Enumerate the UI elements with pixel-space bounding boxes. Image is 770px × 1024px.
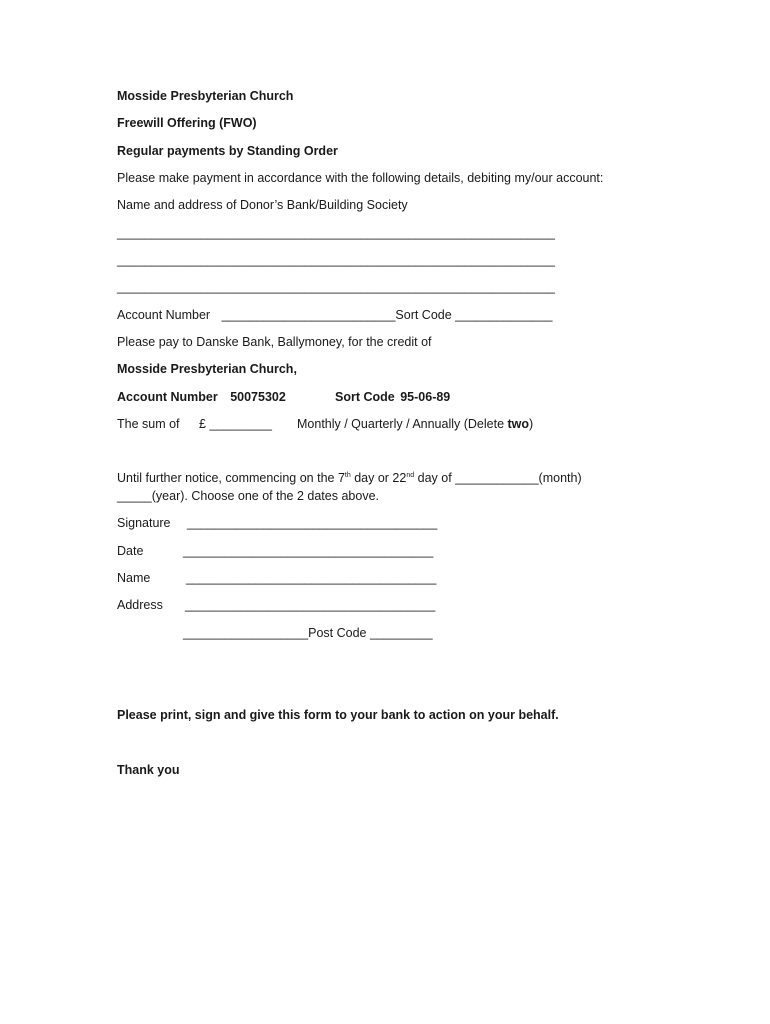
address-label: Address	[117, 598, 163, 612]
payee-sort-label: Sort Code	[335, 390, 395, 404]
payee-sort-row	[335, 389, 450, 405]
commence-sup-2: nd	[406, 472, 415, 479]
signature-field[interactable]: ____________________________________	[187, 516, 438, 530]
donor-account-field[interactable]: _________________________	[221, 308, 396, 322]
payee-account-row	[117, 389, 286, 405]
donor-sort-label: Sort Code	[395, 308, 452, 322]
bank-address-line-3[interactable]: _______________________________________________________________	[117, 280, 555, 294]
currency-symbol: £	[199, 417, 206, 431]
fund-title: Freewill Offering (FWO)	[117, 116, 257, 130]
name-field[interactable]: ____________________________________	[186, 571, 437, 585]
name-label: Name	[117, 571, 151, 585]
address-line-2-field[interactable]: __________________	[183, 626, 309, 640]
date-label: Date	[117, 544, 144, 558]
postcode-label: Post Code	[308, 626, 367, 640]
commencement-line-2[interactable]: _____(year). Choose one of the 2 dates above.	[117, 489, 379, 503]
bank-name-label: Name and address of Donor’s Bank/Building Society	[117, 198, 408, 212]
bank-address-line-1[interactable]: _______________________________________________________________	[117, 226, 555, 240]
bank-address-line-2[interactable]: _______________________________________________________________	[117, 253, 555, 267]
payee-sort-code: 95-06-89	[400, 390, 451, 404]
form-subtitle: Regular payments by Standing Order	[117, 144, 338, 158]
commence-text-2: day or 22	[350, 471, 407, 485]
postcode-row	[183, 625, 433, 641]
frequency-text: Monthly / Quarterly / Annually (Delete	[297, 417, 508, 431]
frequency-options[interactable]	[297, 416, 533, 432]
thank-you: Thank you	[117, 763, 180, 777]
payee-name: Mosside Presbyterian Church,	[117, 362, 297, 376]
sum-amount-field[interactable]: _________	[209, 417, 273, 431]
frequency-close-paren: )	[529, 417, 534, 431]
postcode-field[interactable]: _________	[370, 626, 433, 640]
intro-text: Please make payment in accordance with the following details, debiting my/our account:	[117, 171, 604, 185]
commence-month-field[interactable]: day of ____________(month)	[414, 471, 582, 485]
address-field[interactable]: ____________________________________	[185, 598, 436, 612]
pay-to-text: Please pay to Danske Bank, Ballymoney, for the credit of	[117, 335, 432, 349]
donor-account-row	[117, 307, 553, 323]
payee-account-number: 50075302	[230, 390, 286, 404]
commencement-line-1	[117, 470, 582, 486]
commence-sup-1: th	[344, 472, 351, 479]
date-field[interactable]: ____________________________________	[183, 544, 434, 558]
frequency-delete-count: two	[507, 417, 530, 431]
signature-label: Signature	[117, 516, 171, 530]
sum-field	[199, 416, 272, 432]
church-title: Mosside Presbyterian Church	[117, 89, 294, 103]
commence-text-1: Until further notice, commencing on the 7	[117, 471, 345, 485]
payee-account-label: Account Number	[117, 390, 218, 404]
donor-sort-field[interactable]: ______________	[455, 308, 553, 322]
donor-account-label: Account Number	[117, 308, 211, 322]
sum-label: The sum of	[117, 417, 180, 431]
footer-instruction: Please print, sign and give this form to your bank to action on your behalf.	[117, 708, 559, 722]
